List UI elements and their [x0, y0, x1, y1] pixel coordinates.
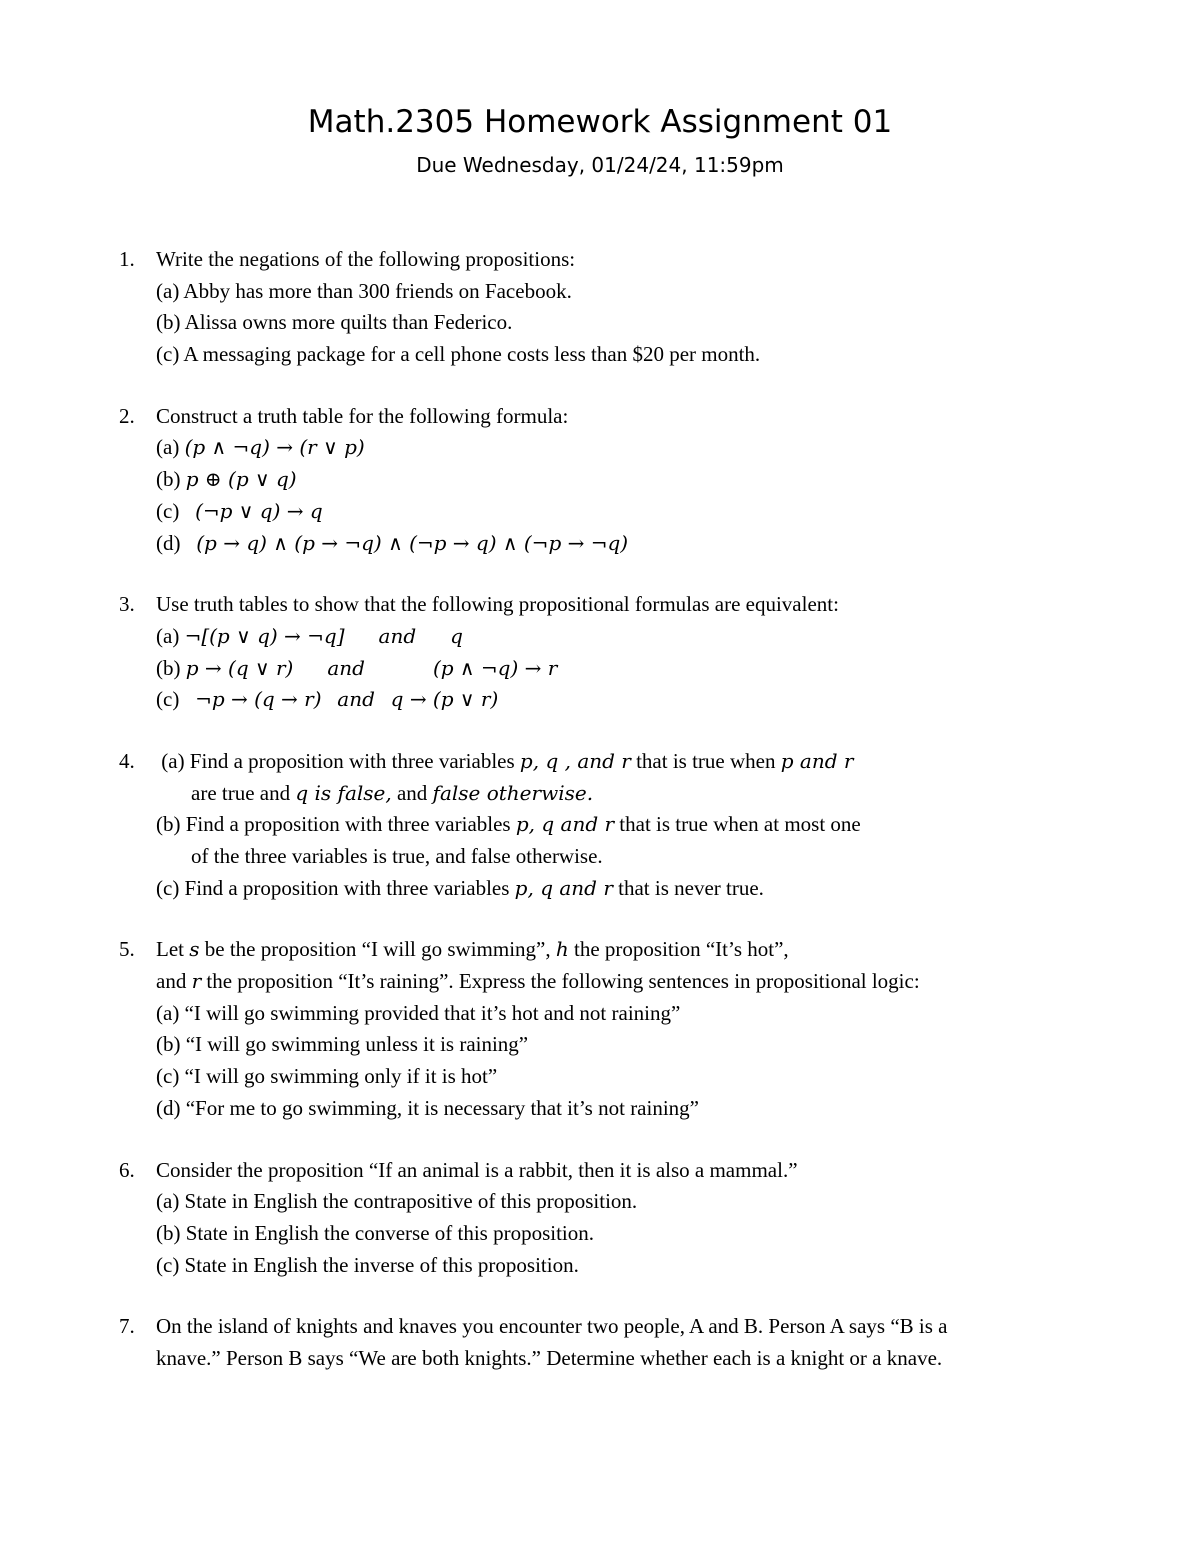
problem-part [156, 621, 463, 653]
problem-text: Use truth tables to show that the following propositional formulas are equivalent: [156, 592, 839, 617]
formula-right: q → (p ∨ r) [390, 687, 499, 712]
conjunction: and [378, 623, 417, 648]
problem-4 [0, 746, 1200, 904]
formula-right: q [450, 623, 463, 648]
problem-part-continued: of the three variables is true, and false otherwise. [191, 844, 603, 868]
problem-number: 1. [119, 247, 135, 271]
problem-part: (c) “I will go swimming only if it is hot” [156, 1064, 498, 1089]
conjunction: and [337, 687, 375, 712]
problem-number: 6. [119, 1157, 135, 1182]
formula-left: p → (q ∨ r) [185, 655, 294, 680]
problem-text: Write the negations of the following propositions: [156, 247, 576, 271]
formula: (p ∧ ¬q) → (r ∨ p) [184, 435, 365, 460]
problem-part-continued: are true and q is false, and false otherwise. [191, 780, 594, 805]
problem-part [156, 464, 297, 496]
formula-right: (p ∧ ¬q) → r [432, 655, 558, 680]
variables: p, q and r [514, 875, 613, 900]
problem-text: Consider the proposition “If an animal is a rabbit, then it is also a mammal.” [156, 1157, 798, 1182]
problem-part: (b) Alissa owns more quilts than Federico. [156, 310, 513, 335]
problem-part: (a) “I will go swimming provided that it’s hot and not raining” [156, 1000, 681, 1025]
part-label: (a) [156, 435, 180, 460]
problem-part: (b) Find a proposition with three variables p, q and r that is true when at most one [156, 812, 861, 837]
due-date: Due Wednesday, 01/24/24, 11:59pm [416, 153, 784, 177]
formula: (p → q) ∧ (p → ¬q) ∧ (¬p → q) ∧ (¬p → ¬q) [196, 530, 629, 555]
problem-2 [0, 401, 1200, 559]
page-title: Math.2305 Homework Assignment 01 [307, 104, 893, 140]
part-label: (a) [156, 623, 180, 648]
part-label: (c) [156, 498, 180, 523]
problem-number: 4. [119, 748, 135, 773]
problem-part: (b) “I will go swimming unless it is raining” [156, 1032, 529, 1057]
problem-list [0, 244, 1200, 1405]
formula-left: ¬p → (q → r) [195, 687, 322, 712]
problem-part: (b) State in English the converse of this proposition. [156, 1220, 595, 1245]
problem-text: Let s be the proposition “I will go swimming”, h the proposition “It’s hot”, [156, 937, 789, 962]
problem-part [156, 496, 323, 528]
problem-number: 5. [119, 937, 135, 962]
problem-text: Construct a truth table for the following formula: [156, 403, 569, 428]
formula: (¬p ∨ q) → q [195, 498, 323, 523]
conjunction: and [327, 655, 365, 680]
condition: q is false, [295, 780, 392, 805]
formula: p ⊕ (p ∨ q) [185, 467, 297, 492]
problem-number: 2. [119, 403, 135, 428]
problem-part: (a) Abby has more than 300 friends on Facebook. [156, 278, 572, 303]
problem-text: knave.” Person B says “We are both knights.” Determine whether each is a knight or a knave. [156, 1345, 943, 1370]
problem-7 [0, 1311, 1200, 1374]
problem-part [156, 432, 365, 464]
problem-part: (a) State in English the contrapositive of this proposition. [156, 1189, 638, 1214]
problem-part [156, 684, 498, 716]
part-label: (b) [156, 655, 181, 680]
condition: false otherwise. [432, 780, 594, 805]
problem-number: 7. [119, 1314, 135, 1339]
variables: p, q and r [515, 812, 615, 837]
problem-6 [0, 1155, 1200, 1282]
condition: p and r [780, 748, 854, 773]
problem-5 [0, 934, 1200, 1124]
part-label: (d) [156, 530, 181, 555]
problem-part: (a) Find a proposition with three variables p, q , and r that is true when p and r [161, 748, 854, 773]
problem-part [156, 653, 557, 685]
problem-part: (c) A messaging package for a cell phone costs less than $20 per month. [156, 342, 761, 367]
variables: p, q , and r [519, 748, 631, 773]
problem-number: 3. [119, 592, 135, 617]
problem-text: and r the proposition “It’s raining”. Express the following sentences in propositional logic: [156, 969, 920, 994]
problem-text: On the island of knights and knaves you encounter two people, A and B. Person A says “B is a [156, 1314, 948, 1339]
formula-left: ¬[(p ∨ q) → ¬q] [184, 623, 345, 648]
problem-3 [0, 589, 1200, 716]
problem-part: (c) State in English the inverse of this proposition. [156, 1252, 579, 1277]
problem-part [156, 528, 628, 560]
problem-1 [0, 244, 1200, 371]
problem-part: (d) “For me to go swimming, it is necessary that it’s not raining” [156, 1095, 699, 1120]
part-label: (c) [156, 687, 180, 712]
part-label: (b) [156, 467, 181, 492]
problem-part: (c) Find a proposition with three variables p, q and r that is never true. [156, 875, 764, 900]
